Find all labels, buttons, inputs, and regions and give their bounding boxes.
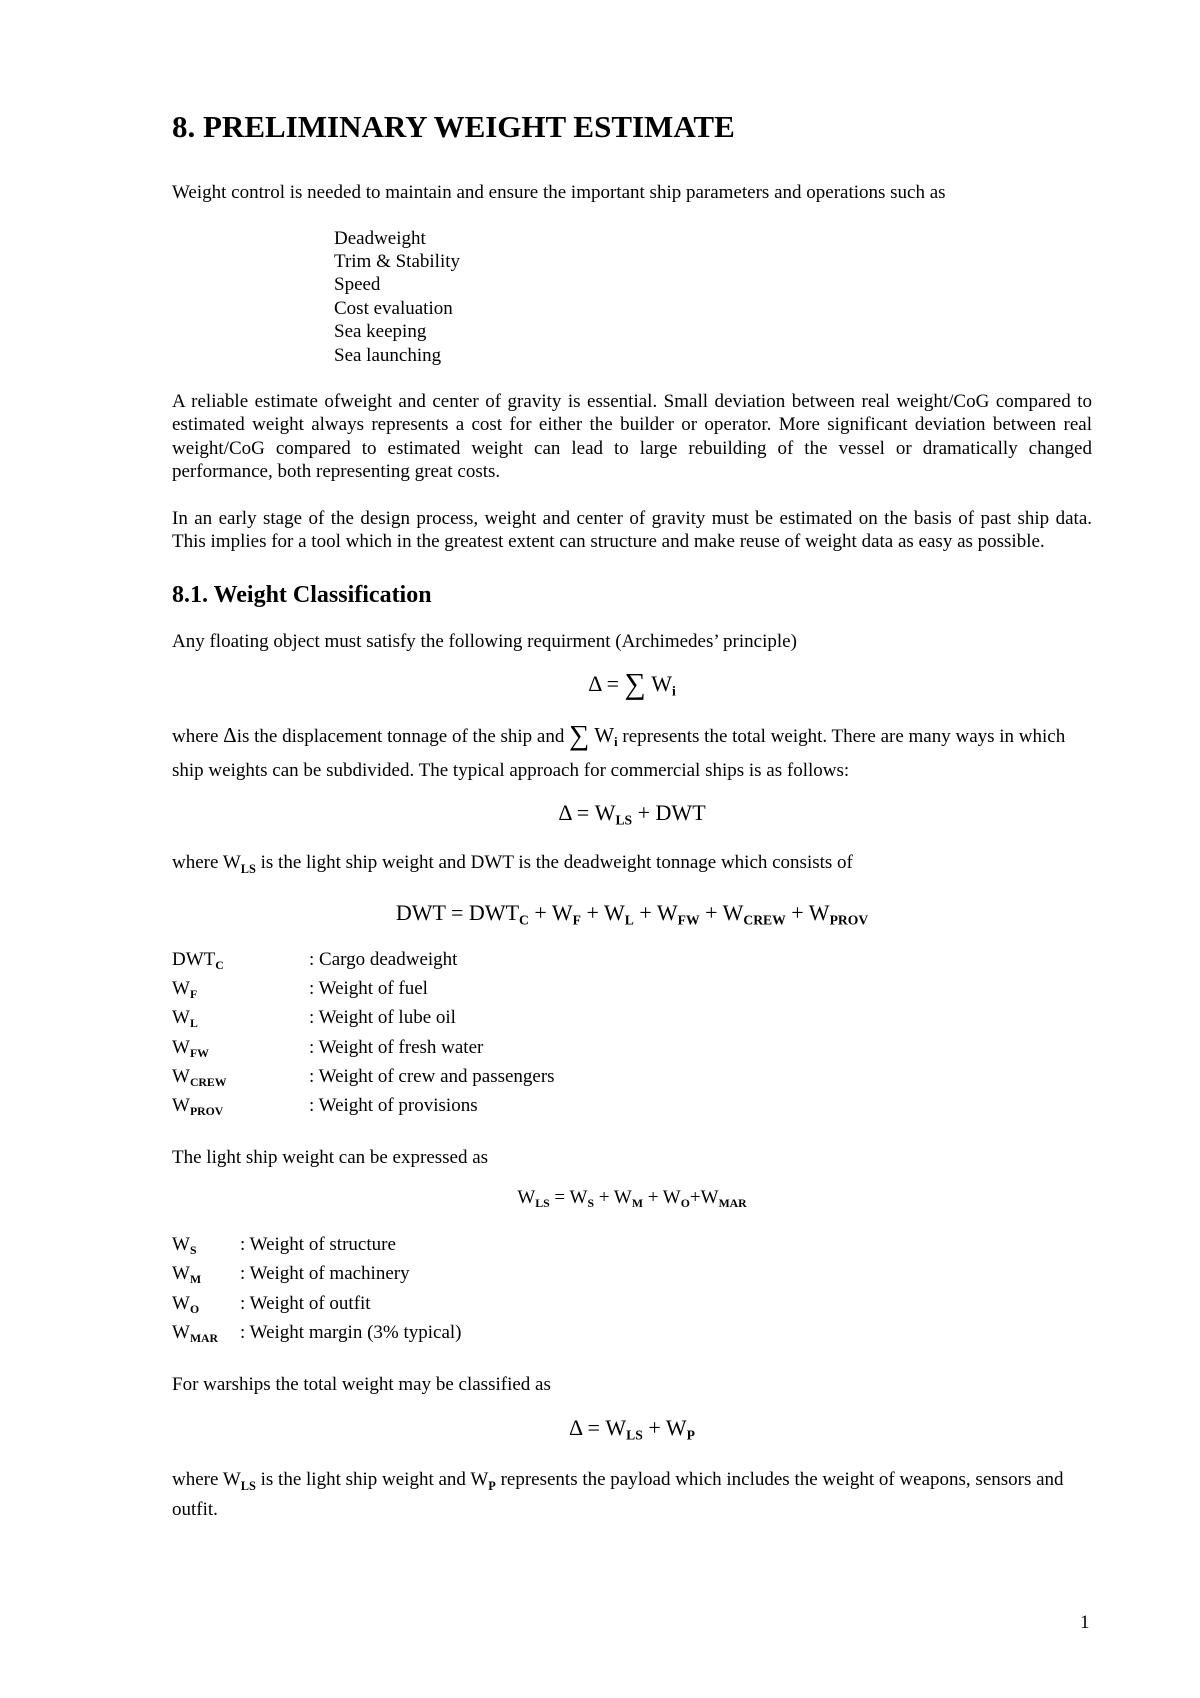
- definition-row: $W_{FW}$ : Weight of fresh water: [172, 1036, 484, 1060]
- early-stage-paragraph: In an early stage of the design process, weight and center of gravity must be estimated on the basis of past ship data. This implies for a tool which in the greatest extent can structure and make reuse of weight data as easy as possible.: [172, 507, 1092, 553]
- definition-row: $W_O$ : Weight of outfit: [172, 1292, 371, 1316]
- definition-row: $W_F$ : Weight of fuel: [172, 978, 428, 1002]
- payload-paragraph: where $W_{LS}$ is the light ship weight and $W_P$ represents the payload which includes the weight of weapons, sensors and outfit.: [172, 1468, 1064, 1520]
- list-item: Trim & Stability: [334, 251, 460, 272]
- definition-row: $W_{CREW}$ : Weight of crew and passengers: [172, 1065, 555, 1089]
- definition-row: $W_S$ : Weight of structure: [172, 1234, 396, 1258]
- displacement-paragraph: where Δis the displacement tonnage of the ship and ∑ $W_i$ represents the total weight. There are many ways in which ship weights can be subdivided. The typical approach for commercial ships is as follows:: [172, 720, 1066, 782]
- page-number: 1: [1080, 1612, 1090, 1633]
- section-title: 8.1. Weight Classification: [172, 582, 432, 609]
- warships-intro: For warships the total weight may be classified as: [172, 1374, 551, 1395]
- list-item: Cost evaluation: [334, 297, 453, 319]
- equation-lightship: $W_{LS} = W_S + W_M + W_O+W_{MAR}$: [517, 1186, 747, 1210]
- lightship-intro: The light ship weight can be expressed as: [172, 1147, 489, 1169]
- chapter-title: 8. PRELIMINARY WEIGHT ESTIMATE: [172, 109, 735, 144]
- definition-row: $W_L$ : Weight of lube oil: [172, 1007, 456, 1031]
- page-content: [172, 108, 1092, 1521]
- reliable-estimate-paragraph: A reliable estimate ofweight and center of gravity is essential. Small deviation between real weight/CoG compared to estimated weight always represents a cost for either the builder or operator. More significant deviation between real weight/CoG compared to estimated weight can lead to large rebuilding of the vessel or dramatically changed performance, both representing great costs.: [172, 391, 1092, 483]
- definition-row: $DWT_C$ : Cargo deadweight: [172, 949, 458, 972]
- weight-control-list: [334, 227, 1092, 367]
- lightship-definitions: [172, 1233, 462, 1350]
- definition-row: $W_M$ : Weight of machinery: [172, 1263, 410, 1287]
- equation-warship: $\Delta = W_{LS} + W_P$: [569, 1415, 695, 1443]
- equation-displacement: $\Delta = W_{LS}$ + DWT: [558, 800, 706, 828]
- equation-archimedes: Δ = ∑ $W_i$: [588, 668, 676, 701]
- list-item: Speed: [334, 274, 381, 296]
- list-item: Sea launching: [334, 344, 442, 366]
- lightship-where-paragraph: where $W_{LS}$ is the light ship weight and DWT is the deadweight tonnage which consists of: [172, 851, 853, 876]
- definition-row: $W_{MAR}$ : Weight margin (3% typical): [172, 1321, 462, 1345]
- list-item: Sea keeping: [334, 321, 427, 343]
- deadweight-definitions: [172, 948, 555, 1123]
- archimedes-paragraph: Any floating object must satisfy the following requirment (Archimedes’ principle): [172, 631, 797, 653]
- intro-paragraph: Weight control is needed to maintain and ensure the important ship parameters and operations such as: [172, 182, 946, 204]
- equation-deadweight: DWT = $DWT_C + W_F + W_L + W_{FW} + W_{CREW} + W_{PROV}$: [395, 899, 869, 928]
- definition-row: $W_{PROV}$ : Weight of provisions: [172, 1094, 478, 1118]
- list-item: Deadweight: [334, 227, 426, 249]
